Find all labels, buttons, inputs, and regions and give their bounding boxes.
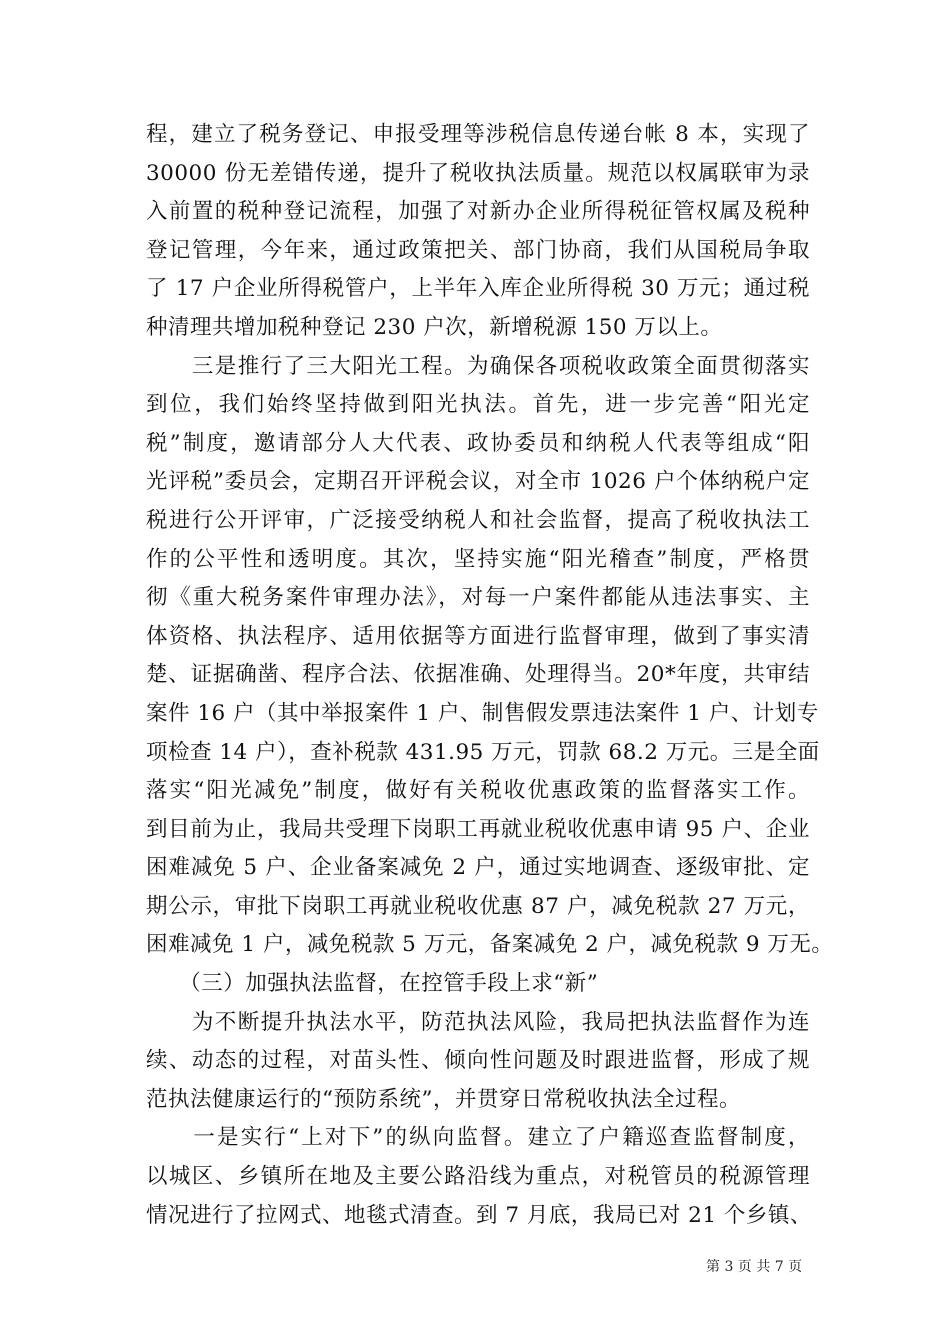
text-line: 一是实行“上对下”的纵向监督。建立了户籍巡查监督制度， — [146, 1125, 810, 1151]
text-line: 到目前为止，我局共受理下岗职工再就业税收优惠申请 95 户、企业 — [146, 816, 810, 842]
text-line: 体资格、执法程序、适用依据等方面进行监督审理，做到了事实清 — [146, 623, 810, 649]
text-line: 情况进行了拉网式、地毯式清查。到 7 月底，我局已对 21 个乡镇、 — [146, 1202, 812, 1228]
text-line: 项检查 14 户），查补税款 431.95 万元，罚款 68.2 万元。三是全面 — [146, 739, 820, 765]
document-body — [146, 116, 834, 1235]
text-line: 三是推行了三大阳光工程。为确保各项税收政策全面贯彻落实 — [146, 353, 810, 379]
text-line: 为不断提升执法水平，防范执法风险，我局把执法监督作为连 — [146, 1009, 810, 1035]
text-line: 困难减免 5 户、企业备案减免 2 户，通过实地调查、逐级审批、定 — [146, 855, 810, 881]
text-line: 作的公平性和透明度。其次，坚持实施“阳光稽查”制度，严格贯 — [146, 546, 810, 572]
text-line: 了 17 户企业所得税管户，上半年入库企业所得税 30 万元；通过税 — [146, 276, 810, 302]
text-line: 案件 16 户（其中举报案件 1 户、制售假发票违法案件 1 户、计划专 — [146, 700, 819, 726]
page-number-footer: 第 3 页 共 7 页 — [706, 1259, 803, 1275]
text-line: 期公示，审批下岗职工再就业税收优惠 87 户，减免税款 27 万元， — [146, 893, 810, 919]
text-line: 登记管理，今年来，通过政策把关、部门协商，我们从国税局争取 — [146, 237, 810, 263]
text-line: 续、动态的过程，对苗头性、倾向性问题及时跟进监督，形成了规 — [146, 1048, 810, 1074]
text-line: 30000 份无差错传递，提升了税收执法质量。规范以权属联审为录 — [146, 160, 810, 186]
text-line: 税进行公开评审，广泛接受纳税人和社会监督，提高了税收执法工 — [146, 507, 810, 533]
text-line: 彻《重大税务案件审理办法》，对每一户案件都能从违法事实、主 — [146, 585, 810, 611]
section-heading: （三）加强执法监督，在控管手段上求“新” — [146, 971, 599, 997]
text-line: 楚、证据确凿、程序合法、依据准确、处理得当。20*年度，共审结 — [146, 662, 810, 688]
text-line: 困难减免 1 户，减免税款 5 万元，备案减免 2 户，减免税款 9 万无。 — [146, 932, 834, 958]
text-line: 光评税”委员会，定期召开评税会议，对全市 1026 户个体纳税户定 — [146, 469, 810, 495]
text-line: 范执法健康运行的“预防系统”，并贯穿日常税收执法全过程。 — [146, 1086, 741, 1112]
text-line: 落实“阳光减免”制度，做好有关税收优惠政策的监督落实工作。 — [146, 778, 810, 804]
text-line: 以城区、乡镇所在地及主要公路沿线为重点，对税管员的税源管理 — [146, 1164, 810, 1190]
text-line: 税”制度，邀请部分人大代表、政协委员和纳税人代表等组成“阳 — [146, 430, 810, 456]
text-line: 程，建立了税务登记、申报受理等涉税信息传递台帐 8 本，实现了 — [146, 122, 810, 147]
text-line: 种清理共增加税种登记 230 户次，新增税源 150 万以上。 — [146, 314, 723, 340]
text-line: 入前置的税种登记流程，加强了对新办企业所得税征管权属及税种 — [146, 199, 810, 225]
text-line: 到位，我们始终坚持做到阳光执法。首先，进一步完善“阳光定 — [146, 392, 810, 418]
